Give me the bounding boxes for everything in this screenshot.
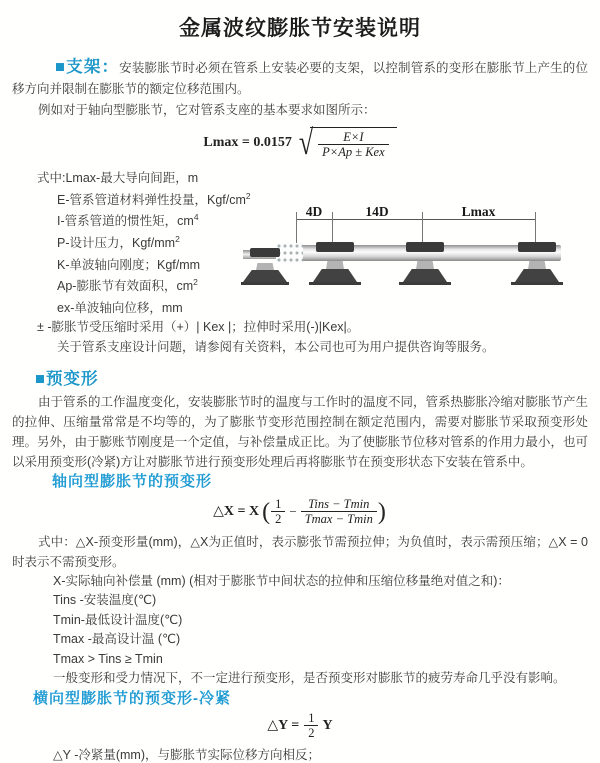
support-spacing-diagram	[243, 206, 595, 301]
support-base	[399, 282, 451, 285]
formula-lhs: Lmax = 0.0157	[203, 135, 292, 150]
fraction-numerator: 1	[271, 497, 285, 512]
axial-explanation: 式中：△X-预变形量(mm)，△X为正值时，表示膨张节需预拉伸；为负值时，表示需预压缩；△X = 0时表示不需预变形。	[12, 534, 588, 569]
definition-text: K-单波轴向刚度；Kgf/mm	[57, 257, 201, 272]
fraction-denominator: 2	[275, 512, 282, 527]
preform-paragraph: 由于管系的工作温度变化，安装膨胀节时的温度与工作时的温度不同，管系热膨胀冷缩对膨胀节产生的拉伸、压缩量常常是不均等的，为了膨胀节变形范围控制在额定范围内，需要对膨胀节采取预变形处理。另外，由于膨账节刚度是一个定值，与补偿量成正比。为了使膨胀节位移对管系的作用力最小，也可以采用预变形(冷紧)方让对膨胀节进行预变形处理后再将膨胀节在预变形状态下安装在管系中。	[12, 394, 589, 469]
support-clamp	[406, 242, 444, 252]
support-example-line: 例如对于轴向型膨胀节，它对管系支座的基本要求如图所示：	[38, 103, 376, 117]
support-saddle	[403, 269, 447, 282]
dimension-label-lmax: Lmax	[461, 204, 496, 219]
definition-text: 式中:Lmax-最大导向间距，m	[37, 171, 199, 186]
definition-text: E-管系管道材料弹性投量，Kgf/cm	[57, 192, 246, 207]
close-paren: )	[377, 498, 386, 525]
lateral-preform-heading: 横向型膨胀节的预变形-冷紧	[33, 689, 231, 707]
definition-text: I-管系管道的惯性矩，cm	[57, 214, 194, 229]
support-neck	[416, 261, 434, 269]
support-intro-paragraph	[12, 57, 588, 100]
anchor-saddle	[243, 270, 287, 282]
fraction-numerator: E×I	[318, 130, 389, 145]
support-neck	[528, 261, 546, 269]
list-item: Tmin-最低设计温度(℃)	[53, 612, 183, 627]
consulting-note: 关于管系支座设计问题，请参阅有关资料，本公司也可为用户提供咨询等服务。	[57, 339, 495, 354]
support-saddle	[515, 269, 559, 282]
definition-text: Ap-膨胀节有效面积，cm	[57, 279, 194, 294]
list-item: Tmax -最高设计温 (℃)	[53, 632, 181, 647]
radical-sign: √	[298, 122, 314, 162]
fraction	[318, 130, 389, 160]
dimension-label-4d: 4D	[305, 204, 323, 219]
preform-section-heading: ■预变形	[35, 369, 99, 388]
temperature-fraction	[301, 497, 377, 527]
formula-lhs: △X = X	[213, 504, 260, 520]
support-section-heading: ■支架：	[55, 58, 120, 76]
lateral-preform-formula	[0, 709, 600, 743]
minus-sign: −	[289, 503, 297, 519]
radical-group	[298, 122, 397, 162]
fraction-numerator: Tins − Tmin	[301, 497, 377, 512]
list-item: Tins -安装温度(℃)	[53, 593, 157, 608]
support-clamp	[518, 242, 556, 252]
support-saddle	[313, 269, 357, 282]
lateral-note: △Y -冷紧量(mm)，与膨胀节实际位移方向相反；	[53, 747, 321, 762]
definition-item	[0, 166, 600, 188]
support-neck	[326, 261, 344, 269]
fraction-denominator: Tmax − Tmin	[304, 512, 373, 527]
anchor-neck	[256, 263, 274, 270]
half-fraction	[271, 497, 285, 527]
axial-preform-heading: 轴向型膨胀节的预变形	[52, 472, 213, 490]
anchor-base	[241, 282, 289, 285]
fraction-numerator: 1	[304, 711, 318, 726]
half-fraction	[304, 711, 318, 741]
formula-rhs: Y	[322, 717, 333, 733]
support-base	[511, 282, 563, 285]
definition-sup: 2	[193, 277, 198, 288]
definition-sup: 2	[245, 190, 251, 201]
support-intro-text: 安装膨胀节时必须在管系上安装必要的支架，以控制管系的变形在膨胀节上产生的位移方向并限制在膨胀节的额定位移范围内。	[12, 61, 588, 96]
bellows-icon	[276, 243, 303, 264]
list-item: 一般变形和受力情况下，不一定进行预变形，是否预变形对膨胀节的疲劳寿命几乎没有影响。	[53, 671, 566, 686]
dimension-tick	[535, 212, 536, 244]
fraction-denominator: 2	[308, 726, 315, 741]
support-base	[309, 282, 361, 285]
anchor-clamp	[250, 248, 280, 257]
plus-minus-note: ± -膨胀节受压缩时采用（+）| Kex |；拉伸时采用(-)|Kex|。	[37, 319, 360, 334]
definition-text: P-设计压力，Kgf/mm	[57, 236, 176, 251]
page-title: 金属波纹膨胀节安装说明	[179, 17, 421, 40]
axial-variable-list	[53, 572, 600, 689]
dimension-label-14d: 14D	[365, 204, 389, 219]
lmax-formula	[0, 122, 600, 162]
definition-text: ex-单波轴向位移，mm	[57, 301, 183, 316]
support-clamp	[316, 242, 354, 252]
list-item: X-实际轴向补偿量 (mm) (相对于膨胀节中间状态的拉伸和压缩位移量绝对值之和)：	[53, 573, 510, 588]
fraction-denominator: P×Ap ± Kex	[322, 145, 385, 159]
open-paren: (	[262, 498, 271, 525]
radical-content	[310, 127, 397, 160]
axial-preform-formula	[0, 492, 600, 532]
list-item: Tmax > Tins ≥ Tmin	[53, 651, 163, 666]
formula-lhs: △Y =	[267, 718, 300, 734]
definition-sup: 2	[175, 233, 180, 244]
definition-sup: 4	[193, 212, 199, 223]
